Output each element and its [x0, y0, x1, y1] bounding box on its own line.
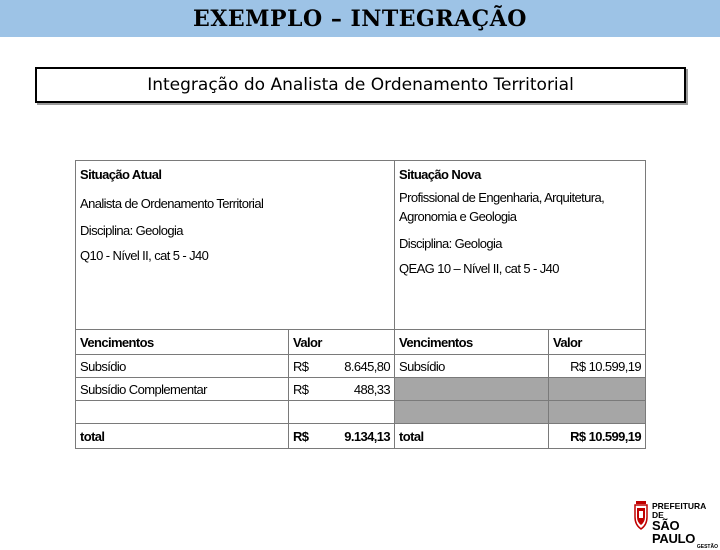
table-row [76, 355, 646, 378]
current-discipline: Disciplina: Geologia [80, 223, 183, 238]
coat-of-arms-icon [632, 501, 650, 531]
current-total-label: total [76, 424, 289, 449]
empty-grey-cell [395, 401, 549, 424]
comparison-table [75, 160, 646, 449]
new-role-line2: Agronomia e Geologia [399, 209, 517, 224]
current-row-label: Subsídio Complementar [76, 378, 289, 401]
currency-symbol: R$ [293, 381, 309, 397]
prefeitura-logo [632, 497, 718, 550]
current-row-value-cell [289, 378, 395, 401]
empty-cell [289, 401, 395, 424]
current-situation-cell [76, 161, 395, 330]
table-row [76, 378, 646, 401]
new-role-line1: Profissional de Engenharia, Arquitetura, [399, 190, 605, 205]
col-header-valor-current: Valor [289, 330, 395, 355]
current-row-label: Subsídio [76, 355, 289, 378]
current-role: Analista de Ordenamento Territorial [80, 196, 264, 211]
currency-symbol: R$ [293, 428, 309, 444]
new-total-label: total [395, 424, 549, 449]
new-row-value: R$ 10.599,19 [549, 355, 646, 378]
empty-grey-cell [395, 378, 549, 401]
slide-subtitle: Integração do Analista de Ordenamento Territorial [147, 75, 574, 95]
slide-title: EXEMPLO – INTEGRAÇÃO [193, 5, 527, 32]
logo-line2: SÃO PAULO [652, 518, 696, 546]
new-total-value: R$ 10.599,19 [549, 424, 646, 449]
col-header-valor-new: Valor [549, 330, 646, 355]
title-bar [0, 0, 720, 37]
empty-cell [76, 401, 289, 424]
new-situation-cell [395, 161, 646, 330]
new-row-label: Subsídio [395, 355, 549, 378]
current-grade: Q10 - Nível II, cat 5 - J40 [80, 248, 209, 263]
logo-line3: GESTÃO [696, 544, 718, 550]
table-row [76, 401, 646, 424]
empty-grey-cell [549, 378, 646, 401]
current-total-value: 9.134,13 [344, 428, 391, 444]
col-header-vencimentos-current: Vencimentos [76, 330, 289, 355]
subtitle-box [35, 67, 686, 103]
currency-symbol: R$ [293, 358, 309, 374]
current-situation-header: Situação Atual [80, 167, 162, 182]
current-row-value: 488,33 [353, 381, 391, 397]
current-row-value: 8.645,80 [344, 358, 391, 374]
new-situation-header: Situação Nova [399, 167, 481, 182]
empty-grey-cell [549, 401, 646, 424]
total-row [76, 424, 646, 449]
col-header-vencimentos-new: Vencimentos [395, 330, 549, 355]
current-row-value-cell [289, 355, 395, 378]
new-grade: QEAG 10 – Nível II, cat 5 - J40 [399, 261, 559, 276]
current-total-value-cell [289, 424, 395, 449]
logo-line1: PREFEITURA DE [652, 501, 706, 520]
new-discipline: Disciplina: Geologia [399, 236, 502, 251]
